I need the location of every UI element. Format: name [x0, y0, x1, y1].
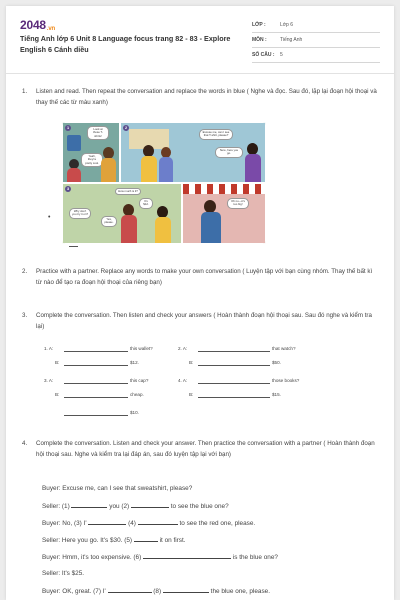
speech-bubble: Sure, here you go.: [215, 147, 243, 158]
dialogue-text: Seller: (1): [42, 503, 70, 510]
panel-number: 1: [66, 126, 70, 130]
awning: [183, 184, 266, 194]
dialogue-line-7: [42, 587, 270, 595]
speaker-label: B:: [189, 360, 194, 365]
speech-bubble: Oh no—it's too big!: [227, 198, 249, 209]
prompt-end: $15.: [272, 392, 281, 397]
panel-number: 2: [124, 126, 128, 130]
answer-blank[interactable]: [198, 397, 270, 398]
meta-key: LỚP :: [252, 22, 266, 28]
answer-blank[interactable]: [134, 536, 158, 542]
answer-blank[interactable]: [64, 365, 128, 366]
dialogue-text: (8): [153, 588, 162, 595]
dialogue-line-2: [42, 502, 229, 510]
answer-blank[interactable]: [64, 383, 128, 384]
answer-blank[interactable]: [143, 553, 231, 559]
bullet-marker: •: [48, 214, 51, 221]
meta-row-count: [252, 48, 380, 63]
speaker-label: B:: [55, 360, 60, 365]
panel-number: 3: [66, 187, 70, 191]
prompt-end: this wallet?: [130, 346, 153, 351]
dialogue-line-5: [42, 553, 278, 561]
speech-bubble: How much is it?: [115, 188, 141, 195]
answer-blank[interactable]: [88, 519, 126, 525]
speech-bubble: Look at those T-shirts!: [87, 126, 109, 140]
dialogue-text: the blue one, please.: [210, 588, 271, 595]
answer-blank[interactable]: [64, 415, 128, 416]
answer-blank[interactable]: [71, 502, 107, 508]
speech-bubble: Excuse me, can I see that T-shirt, please?: [199, 129, 233, 140]
meta-row-class: [252, 18, 380, 33]
answer-blank[interactable]: [131, 502, 169, 508]
item-label: 4. A:: [178, 378, 188, 383]
dialogue-text: to see the red one, please.: [179, 520, 256, 527]
header-divider: [6, 73, 394, 74]
speech-bubble: Yes, please.: [101, 216, 117, 227]
brand-text: 2048: [20, 18, 46, 32]
speaker-label: B:: [189, 392, 194, 397]
prompt-end: $10.: [130, 410, 139, 415]
exercise-item-3: [44, 378, 164, 428]
dialogue-text: you (2): [109, 503, 130, 510]
dialogue-text: Buyer: Excuse me, can I see that sweatshirt, please?: [42, 485, 193, 492]
answer-blank[interactable]: [64, 397, 128, 398]
comic-panel-4: [182, 183, 266, 244]
exercise-item-4: [178, 378, 318, 418]
dialogue-text: is the blue one?: [232, 554, 278, 561]
question-number: 1.: [22, 88, 28, 95]
speaker-label: B:: [55, 392, 60, 397]
dialogue-line-1: [42, 485, 192, 492]
question-number: 4.: [22, 440, 28, 447]
meta-value: Tiếng Anh: [280, 37, 303, 43]
speech-bubble: Yeah, they're pretty cool.: [81, 153, 103, 167]
answer-blank[interactable]: [163, 587, 209, 593]
site-logo[interactable]: [20, 18, 55, 32]
meta-value: Lớp 6: [280, 22, 294, 28]
answer-blank[interactable]: [138, 519, 178, 525]
prompt-end: this cap?: [130, 378, 149, 383]
comic-panel-1: [62, 122, 120, 183]
question-text: Listen and read. Then repeat the conversation and replace the words in blue ( Nghe và đọc. Sau đó, lặp lại đoạn hội thoại và thay thế các từ màu xanh): [36, 88, 377, 106]
prompt-end: that watch?: [272, 346, 296, 351]
speech-bubble: Why don't you try it on?: [69, 208, 91, 219]
item-label: 1. A:: [44, 346, 54, 351]
dialogue-line-6: [42, 570, 84, 577]
dialogue-text: Buyer: No, (3) I': [42, 520, 87, 527]
meta-key: MÔN :: [252, 37, 267, 43]
dialogue-text: Seller: Here you go. It's $30. (5): [42, 537, 133, 544]
prompt-end: cheap.: [130, 392, 144, 397]
dialogue-text: Buyer: OK, great. (7) I': [42, 588, 106, 595]
question-number: 2.: [22, 268, 28, 275]
item-label: 3. A:: [44, 378, 54, 383]
dialogue-text: Seller: It's $25.: [42, 570, 85, 577]
item-label: 2. A:: [178, 346, 188, 351]
answer-blank[interactable]: [198, 383, 270, 384]
question-text: Complete the conversation. Then listen and check your answers ( Hoàn thành đoạn hội thoại sau. Sau đó nghe và kiểm tra lại): [36, 312, 372, 330]
prompt-end: those books?: [272, 378, 300, 383]
dialogue-text: to see the blue one?: [170, 503, 229, 510]
tshirt-display: [67, 135, 81, 151]
meta-value: 5: [280, 52, 283, 58]
answer-blank[interactable]: [108, 587, 152, 593]
dialogue-line-4: [42, 536, 186, 544]
speech-bubble: It's $12.: [139, 198, 153, 209]
answer-blank[interactable]: [198, 365, 270, 366]
dialogue-line-3: [42, 519, 255, 527]
question-text: Practice with a partner. Replace any words to make your own conversation ( Luyện tập với bạn cùng nhóm. Thay thế bất kì từ nào để tạo ra đoạn hội thoại của riêng bạn): [36, 268, 373, 286]
page-title: Tiếng Anh lớp 6 Unit 8 Language focus trang 82 - 83 - Explore English 6 Cánh diều: [20, 34, 231, 54]
brand-suffix: .vn: [46, 26, 55, 32]
answer-blank[interactable]: [64, 351, 128, 352]
document-page: [6, 6, 394, 600]
comic-illustration: [62, 122, 266, 244]
comic-panel-3: [62, 183, 182, 244]
question-text: Complete the conversation. Listen and check your answer. Then practice the conversation with a partner ( Hoàn thành đoạn hội thoại sau. Nghe và kiểm tra lại đáp án, sau đó luyện tập lại với bạn): [36, 440, 375, 458]
comic-panel-2: [120, 122, 266, 183]
prompt-end: $12.: [130, 360, 139, 365]
dialogue-text: Buyer: Hmm, it's too expensive. (6): [42, 554, 142, 561]
dialogue-text: (4): [128, 520, 136, 527]
answer-blank[interactable]: [198, 351, 270, 352]
meta-table: [252, 18, 380, 63]
dialogue-text: it on first.: [159, 537, 186, 544]
meta-row-subject: [252, 33, 380, 48]
caption-underline: [69, 246, 78, 247]
question-number: 3.: [22, 312, 28, 319]
prompt-end: $50.: [272, 360, 281, 365]
meta-key: SỐ CÂU :: [252, 52, 275, 58]
